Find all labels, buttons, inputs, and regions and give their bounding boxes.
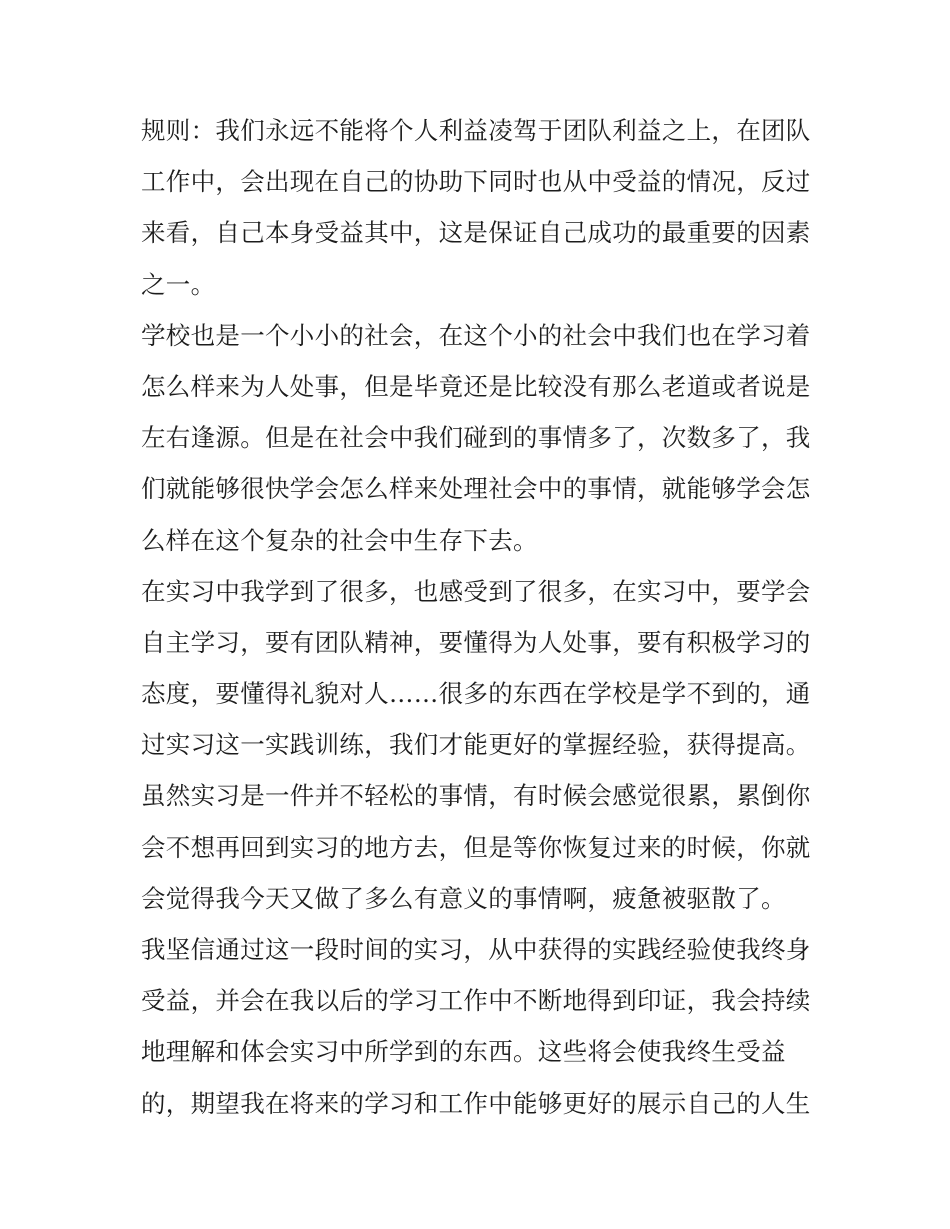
text-line: 么样在这个复杂的社会中生存下去。: [141, 525, 538, 555]
text-line: 的，期望我在将来的学习和工作中能够更好的展示自己的人生: [141, 1088, 811, 1118]
paragraph-internship-hardship: [141, 770, 816, 924]
text-line: 工作中，会出现在自己的协助下同时也从中受益的情况，反过: [141, 167, 811, 197]
text-line: 态度，要懂得礼貌对人……很多的东西在学校是学不到的，通: [141, 679, 811, 709]
text-line: 们就能够很快学会怎么样来处理社会中的事情，就能够学会怎: [141, 474, 811, 504]
paragraph-conclusion: [141, 924, 816, 1129]
text-line: 左右逢源。但是在社会中我们碰到的事情多了，次数多了，我: [141, 423, 811, 453]
paragraph-teamwork-rule: [141, 105, 816, 310]
text-line: 过实习这一实践训练，我们才能更好的掌握经验，获得提高。: [141, 730, 811, 760]
text-line: 自主学习，要有团队精神，要懂得为人处事，要有积极学习的: [141, 627, 811, 657]
document-body: [141, 105, 816, 1129]
text-line: 会觉得我今天又做了多么有意义的事情啊，疲惫被驱散了。: [141, 883, 786, 913]
paragraph-internship-learning: [141, 566, 816, 771]
text-line: 学校也是一个小小的社会，在这个小的社会中我们也在学习着: [141, 320, 811, 350]
text-line: 会不想再回到实习的地方去，但是等你恢复过来的时候，你就: [141, 832, 811, 862]
text-line: 虽然实习是一件并不轻松的事情，有时候会感觉很累，累倒你: [141, 781, 811, 811]
text-line: 地理解和体会实习中所学到的东西。这些将会使我终生受益: [141, 1037, 786, 1067]
text-line: 受益，并会在我以后的学习工作中不断地得到印证，我会持续: [141, 986, 811, 1016]
text-line: 我坚信通过这一段时间的实习，从中获得的实践经验使我终身: [141, 935, 811, 964]
text-line: 来看，自己本身受益其中，这是保证自己成功的最重要的因素: [141, 218, 811, 248]
text-line: 怎么样来为人处事，但是毕竟还是比较没有那么老道或者说是: [141, 371, 811, 401]
text-line: 规则：我们永远不能将个人利益凌驾于团队利益之上，在团队: [141, 116, 811, 145]
paragraph-school-society: [141, 310, 816, 566]
text-line: 在实习中我学到了很多，也感受到了很多，在实习中，要学会: [141, 576, 811, 606]
text-line: 之一。: [141, 269, 216, 299]
